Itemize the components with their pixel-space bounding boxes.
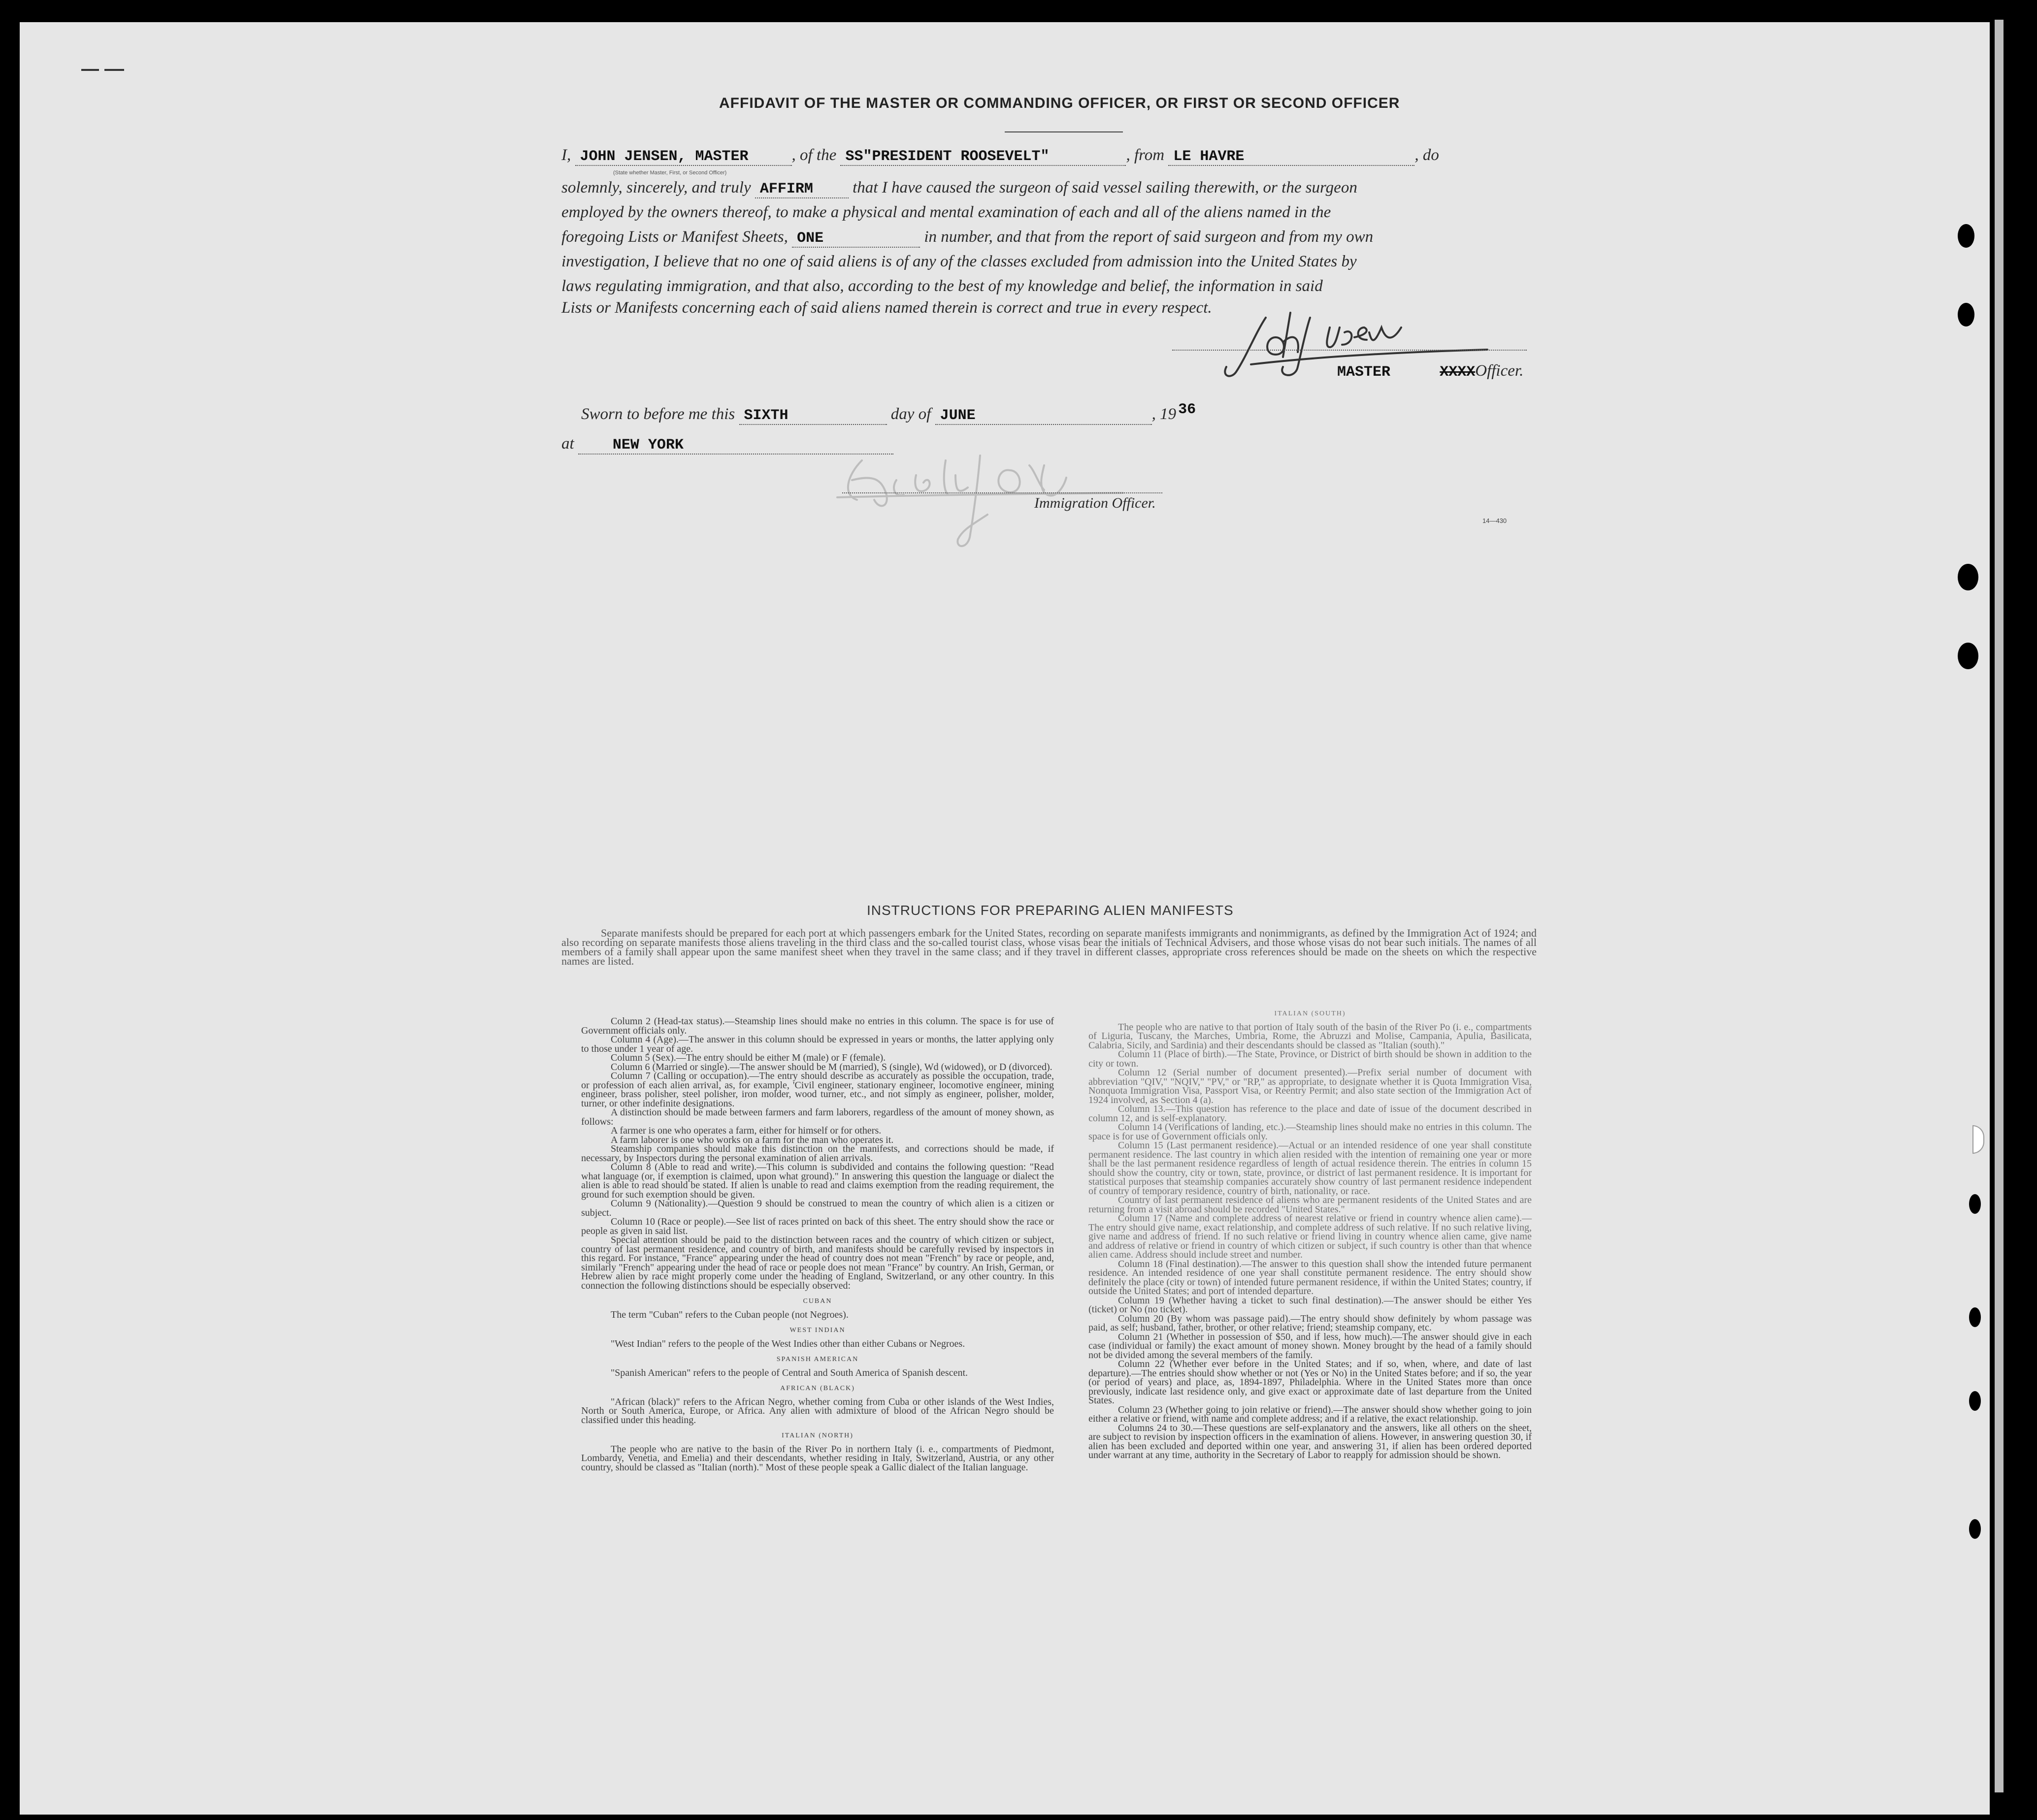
officer-signature-line	[842, 492, 1162, 493]
instruction-paragraph: Column 2 (Head-tax status).—Steamship lines should make no entries in this column. The space is for use of Government officials only.	[581, 1016, 1054, 1036]
title-underline	[1005, 131, 1123, 132]
scan-mark	[104, 69, 124, 71]
instruction-paragraph: Columns 24 to 30.—These questions are self-explanatory and the answers, like all others on the sheet, are subject to revision by inspection officers in the examination of aliens. However, in answering question 30, if alien has been excluded and deported within one year, and answering 31, if alien has been ordered deported under warrant at any time, authority in the Secretary of Labor to reapply for admission should be shown.	[1088, 1422, 1532, 1461]
instruction-paragraph: A distinction should be made between farmers and farm laborers, regardless of the amount of money shown, as follows:	[581, 1107, 1054, 1127]
instruction-paragraph: Column 17 (Name and complete address of nearest relative or friend in country whence alien came).—The entry should give name, exact relationship, and complete address of such relative. If no such relative living, give name and address of friend. If no such relative or friend living in country whence alien came, give name and address of relative or friend in country of which citizen or subject, if such country is other than that whence alien came. Address should include street and number.	[1088, 1213, 1532, 1260]
instruction-paragraph: Column 4 (Age).—The answer in this column should be expressed in years or months, the latter applying only to those under 1 year of age.	[581, 1034, 1054, 1054]
instruction-paragraph: Column 6 (Married or single).—The answer should be M (married), S (single), Wd (widowed), or D (divorced).	[611, 1061, 1052, 1072]
instruction-paragraph: Column 12 (Serial number of document presented).—Prefix serial number of document with abbreviation "QIV," "NQIV," "PV," or "RP," as appropriate, to designate whether it is Quota Immigration Visa, Nonquota Immigration Visa, Passport Visa, or Reentry Permit; and also state section of the Immigration Act of 1924 involved, as Section 4 (a).	[1088, 1067, 1532, 1105]
section-heading: WEST INDIAN	[789, 1327, 846, 1334]
section-text: The people who are native to the basin of the River Po in northern Italy (i. e., compartments of Piedmont, Lombardy, Venetia, and Emelia) and their descendants, whether residing in Italy, Switzerland, Austria, or any other country, should be classed as "Italian (north)." Most of these people speak a Gallic dialect of the Italian language.	[581, 1443, 1054, 1473]
vessel-field[interactable]: SS"PRESIDENT ROOSEVELT"	[840, 148, 1126, 166]
section-text: "West Indian" refers to the people of the West Indies other than either Cubans or Negroes.	[611, 1338, 965, 1349]
affidavit-title: AFFIDAVIT OF THE MASTER OR COMMANDING OFFICER, OR FIRST OR SECOND OFFICER	[719, 95, 1400, 111]
affidavit-line-5: investigation, I believe that no one of said aliens is of any of the classes excluded from admission into the United States by	[561, 253, 1357, 270]
instruction-paragraph: Column 5 (Sex).—The entry should be either M (male) or F (female).	[611, 1052, 886, 1063]
from-label: , from	[1126, 146, 1165, 164]
affidavit-line-6: laws regulating immigration, and that also, according to the best of my knowledge and belief, the information in said	[561, 277, 1323, 295]
left-paragraphs	[581, 1017, 1054, 1290]
section-text: "Spanish American" refers to the people of Central and South America of Spanish descent.	[611, 1367, 968, 1378]
instruction-paragraph: Column 18 (Final destination).—The answer to this question shall show the intended future permanent residence. An intended residence of one year shall constitute permanent residence. The entry should show definitely the place (city or town) of intended future permanent residence, if within the United States; country, if outside the United States; and port of intended departure.	[1088, 1258, 1532, 1297]
instructions-left-column	[581, 1017, 1054, 1472]
section-heading: SPANISH AMERICAN	[776, 1356, 859, 1363]
officer-rank-hint: (State whether Master, First, or Second Officer)	[613, 170, 727, 176]
rank-line	[1332, 362, 1523, 381]
place-line: at NEW YORK	[561, 435, 893, 455]
affirm-field[interactable]: AFFIRM	[755, 181, 849, 198]
section-text: "African (black)" refers to the African Negro, whether coming from Cuba or other islands of the West Indies, North or South America, Europe, or Africa. Any alien with admixture of blood of the African Negro should be classified under this heading.	[581, 1396, 1054, 1426]
binder-hole	[1958, 224, 1974, 248]
instruction-paragraph: Special attention should be paid to the distinction between races and the country of which citizen or subject, country of last permanent residence, and country of birth, and manifests should be carefully revised by inspectors in this regard. For instance, "France" appearing under the head of country does not mean "French" by race or people, and, similarly "French" appearing under the head of race or people does not mean "France" by country. An Irish, German, or Hebrew alien by race might properly come under the heading of England, Switzerland, or any other country. In this connection the following distinctions should be especially observed:	[581, 1235, 1054, 1291]
affidavit-line-3: employed by the owners thereof, to make a physical and mental examination of each and all of the aliens named in the	[561, 203, 1331, 221]
affidavit-line-7: Lists or Manifests concerning each of said aliens named therein is correct and true in every respect.	[561, 299, 1212, 317]
instruction-paragraph: Column 14 (Verifications of landing, etc.).—Steamship lines should make no entries in this column. The space is for use of Government officials only.	[1088, 1122, 1532, 1142]
section-heading: ITALIAN (NORTH)	[782, 1432, 854, 1439]
binder-hole	[1958, 564, 1978, 590]
instruction-paragraph: Column 15 (Last permanent residence).—Actual or an intended residence of one year shall constitute permanent residence. The last country in which alien resided with the intention of remaining one year or more shall be the last permanent residence regardless of length of actual residence therein. The entries in column 15 should show the country, city or town, state, province, or district of last permanent residence. It is important for statistical purposes that steamship companies accurately show country of last permanent residence independent of country of temporary residence, country of birth, nationality, or race.	[1088, 1140, 1532, 1197]
affidavit-line-4: foregoing Lists or Manifest Sheets, ONE in number, and that from the report of said surgeon and from my own	[561, 228, 1374, 247]
form-number: 14—430	[1482, 517, 1507, 524]
instruction-paragraph: Column 21 (Whether in possession of $50, and if less, how much).—The answer should give in each case (individual or family) the exact amount of money shown. Money brought by the head of a family should not be divided among the several members of the family.	[1088, 1331, 1532, 1361]
instruction-paragraph: Column 9 (Nationality).—Question 9 should be construed to mean the country of which alien is a citizen or subject.	[581, 1198, 1054, 1218]
instruction-paragraph: Column 20 (By whom was passage paid).—The entry should show definitely by whom passage was paid, as self; husband, father, brother, or other relative; friend; steamship company, etc.	[1088, 1313, 1532, 1333]
sworn-line: Sworn to before me this SIXTH day of JUNE , 19 36	[581, 405, 1198, 425]
instruction-paragraph: Country of last permanent residence of aliens who are permanent residents of the United States and are returning from a visit abroad should be recorded "United States."	[1088, 1195, 1532, 1215]
binder-hole	[1969, 1194, 1981, 1214]
year-field[interactable]: 36	[1178, 401, 1196, 418]
day-field[interactable]: SIXTH	[739, 407, 887, 425]
binder-hole	[1958, 643, 1978, 669]
section-heading: ITALIAN (SOUTH)	[1274, 1010, 1346, 1017]
instructions-title: INSTRUCTIONS FOR PREPARING ALIEN MANIFESTS	[867, 903, 1234, 918]
month-field[interactable]: JUNE	[935, 407, 1152, 425]
binder-hole	[1969, 1519, 1981, 1539]
instruction-paragraph: Column 7 (Calling or occupation).—The entry should describe as accurately as possible the occupation, trade, or profession of each alien arrival, as, for example, 'Civil engineer, stationary engineer, locomotive engineer, mining engineer, brass polisher, steel polisher, iron molder, wood turner, etc., and not simply as engineer, polisher, molder, turner, or other indefinite designations.	[581, 1071, 1054, 1109]
instruction-paragraph: Column 22 (Whether ever before in the United States; and if so, when, where, and date of last departure).—The entries should show whether or not (Yes or No) in the United States before; and if so, the year (or period of years) and place, as, 1894-1897, Philadelphia. Where in the United States more than once previously, indicate last residence only, and give exact or approximate date of last departure from the United States.	[1088, 1359, 1532, 1406]
instruction-paragraph: Column 13.—This question has reference to the place and date of issue of the document described in column 12, and is self-explanatory.	[1088, 1104, 1532, 1124]
instruction-paragraph: Column 8 (Able to read and write).—This column is subdivided and contains the following question: "Read what language (or, if exemption is claimed, upon what ground)." In answering this question the language or dialect the alien is able to read should be stated. If alien is unable to read and claims exemption from the reading requirement, the ground for such exemption should be given.	[581, 1162, 1054, 1200]
instructions-right-column	[1088, 1009, 1532, 1460]
rank-field[interactable]: MASTER	[1337, 364, 1391, 381]
instruction-paragraph: A farmer is one who operates a farm, either for himself or for others.	[611, 1125, 882, 1136]
binder-hole	[1958, 303, 1974, 326]
binder-hole	[1969, 1307, 1981, 1327]
page-edge	[1995, 20, 2004, 1792]
sheet-count-field[interactable]: ONE	[792, 230, 920, 248]
instruction-paragraph: Column 11 (Place of birth).—The State, Province, or District of birth should be shown in addition to the city or town.	[1088, 1049, 1532, 1069]
manifest-page	[20, 22, 1990, 1815]
of-the-label: , of the	[791, 146, 837, 164]
instruction-paragraph: The people who are native to that portion of Italy south of the basin of the River Po (i. e., compartments of Liguria, Tuscany, the Marches, Umbria, Rome, the Abruzzi and Molise, Campania, Apulia, Basilicata, Calabria, Sicily, and Sardinia) and their descendants should be classed as "Italian (south)."	[1088, 1021, 1532, 1051]
rank-struck-field: XXXX	[1440, 364, 1476, 381]
section-heading: CUBAN	[803, 1298, 832, 1305]
place-field[interactable]: NEW YORK	[578, 437, 893, 455]
officer-title: Immigration Officer.	[1034, 495, 1156, 511]
instruction-paragraph: Column 19 (Whether having a ticket to such final destination).—The answer should be either Yes (ticket) or No (no ticket).	[1088, 1295, 1532, 1315]
scan-mark	[81, 69, 99, 71]
instructions-intro: Separate manifests should be prepared for each port at which passengers embark for the United States, recording on separate manifests immigrants and nonimmigrants, as defined by the Immigration Act of 1924; and also recording on separate manifests those aliens traveling in the third class and the so-called tourist class, whose visas bear the initials of Technical Advisers, and those whose visas do not bear such initials. The names of all members of a family shall appear upon the same manifest sheet when they travel in the same class; and if they travel in different classes, appropriate cross references should be made on the sheets on which the respective names are listed.	[561, 927, 1537, 967]
port-field[interactable]: LE HAVRE	[1168, 148, 1414, 166]
instruction-paragraph: Column 23 (Whether going to join relative or friend).—The answer should show whether going to join either a relative or friend, with name and complete address; and if a relative, the exact relationship.	[1088, 1404, 1532, 1424]
binder-hole	[1972, 1125, 1984, 1154]
i-label: I,	[561, 146, 571, 164]
section-heading: AFRICAN (BLACK)	[780, 1385, 855, 1392]
officer-name-field[interactable]: JOHN JENSEN, MASTER	[575, 148, 792, 166]
affidavit-line-1	[561, 146, 1439, 166]
do-label: , do	[1414, 146, 1439, 164]
master-signature-line	[1172, 350, 1527, 351]
section-text: The term "Cuban" refers to the Cuban people (not Negroes).	[611, 1309, 849, 1320]
instruction-paragraph: Steamship companies should make this distinction on the manifests, and corrections should be made, if necessary, by Inspectors during the personal examination of alien arrivals.	[581, 1143, 1054, 1164]
binder-hole	[1969, 1391, 1981, 1411]
officer-suffix: Officer.	[1475, 362, 1524, 380]
instruction-paragraph: A farm laborer is one who works on a farm for the man who operates it.	[611, 1134, 894, 1145]
instruction-paragraph: Column 10 (Race or people).—See list of races printed on back of this sheet. The entry should show the race or people as given in said list.	[581, 1216, 1054, 1236]
affidavit-line-2: solemnly, sincerely, and truly AFFIRM that I have caused the surgeon of said vessel sailing therewith, or the surgeon	[561, 179, 1357, 197]
